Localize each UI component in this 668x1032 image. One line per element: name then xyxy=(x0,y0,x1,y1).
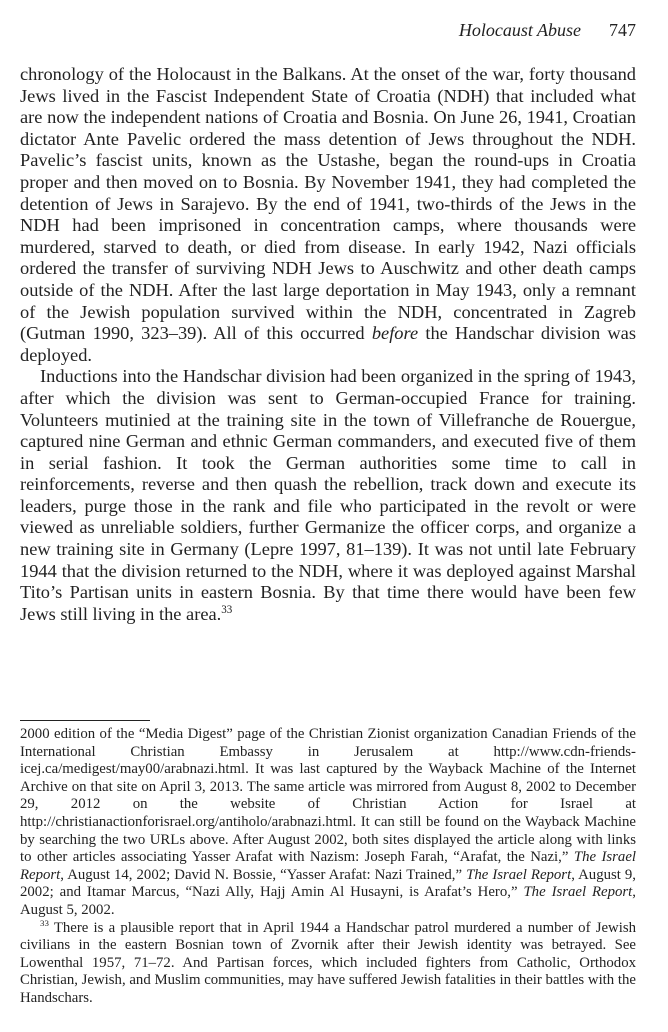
footnote-text: , August 9, 2002; and Itamar Marcus, “Nazi Ally, Hajj Amin Al Husayni, is Arafat’s Hero,” xyxy=(20,866,636,901)
footnotes xyxy=(20,726,636,1008)
footnote-continued xyxy=(20,726,636,920)
footnote-33-text: There is a plausible report that in April 1944 a Handschar patrol murdered a number of Jewish civilians in the eastern Bosnian town of Zvornik after their Jewish identity was betrayed. See Lowenthal 1957, 71–72. And Partisan forces, which included fighters from Catholic, Orthodox Christian, Jewish, and Muslim communities, may have suffered Jewish fatalities in their battles with the Handschars. xyxy=(20,919,636,1006)
italic-emphasis: before xyxy=(371,323,419,344)
footnote-text: , August 14, 2002; David N. Bossie, “Yasser Arafat: Nazi Trained,” xyxy=(60,866,467,883)
paragraph-1-text-end: the Handschar division was deployed. xyxy=(20,323,636,365)
paragraph-1 xyxy=(20,64,636,366)
footnote-33 xyxy=(20,917,636,1008)
footnote-text: , August 5, 2002. xyxy=(20,884,636,918)
paragraph-2-text: Inductions into the Handschar division had been organized in the spring of 1943, after which the division was sent to German-occupied France for training. Volunteers mutinied at the training site in the town of Villefranche de Rouergue, captured nine German and ethnic German commanders, and executed five of them in serial fashion. It took the German authorities some time to call in reinforcements, reverse and then quash the rebellion, track down and execute its leaders, purge those in the rank and file who participated in the revolt or were viewed as unreliable soldiers, further Germanize the officer corps, and organize a new training site in Germany (Lepre 1997, 81–139). It was not until late February 1944 that the division returned to the NDH, where it was deployed against Marshal Tito’s Partisan units in eastern Bosnia. By that time there would have been few Jews still living in the area. xyxy=(20,366,636,624)
paragraph-1-text: chronology of the Holocaust in the Balkans. At the onset of the war, forty thousand Jews lived in the Fascist Independent State of Croatia (NDH) that included what are now the independent nations of Croatia and Bosnia. On June 26, 1941, Croatian dictator Ante Pavelic ordered the mass detention of Jews throughout the NDH. Pavelic’s fascist units, known as the Ustashe, began the round-ups in Croatia proper and then moved on to Bosnia. By November 1941, they had completed the detention of Jews in Sarajevo. By the end of 1941, two-thirds of the Jews in the NDH had been imprisoned in concentration camps, where thousands were murdered, starved to death, or died from disease. In early 1942, Nazi officials ordered the transfer of surviving NDH Jews to Auschwitz and other death camps outside of the NDH. After the last large deportation in May 1943, only a remnant of the Jewish population survived within the NDH, concentrated in Zagreb (Gutman 1990, 323–39). All of this occurred xyxy=(20,64,636,344)
running-header xyxy=(459,20,636,41)
footnote-separator xyxy=(20,720,150,721)
main-text xyxy=(20,64,636,625)
paragraph-2 xyxy=(20,366,636,625)
footnote-number: 33 xyxy=(40,917,49,928)
publication-title: The Israel Report xyxy=(20,849,636,883)
running-title: Holocaust Abuse xyxy=(458,20,581,40)
publication-title: The Israel Report xyxy=(466,866,572,883)
footnote-ref-33[interactable]: 33 xyxy=(221,603,233,616)
page-number: 747 xyxy=(609,20,636,40)
footnote-text: 2000 edition of the “Media Digest” page of the Christian Zionist organization Canadian Friends of the International Christian Embassy in Jerusalem at http://www.cdn-friends-icej.ca/medigest/may00/arabnazi.html. It was last captured by the Wayback Machine of the Internet Archive on that site on April 3, 2013. The same article was mirrored from August 8, 2002 to December 29, 2012 on the website of Christian Action for Israel at http://christianactionforisrael.org/antiholo/arabnazi.html. It can still be found on the Wayback Machine by searching the two URLs above. After August 2002, both sites displayed the article along with links to other articles associating Yasser Arafat with Nazism: Joseph Farah, “Arafat, the Nazi,” xyxy=(20,726,636,866)
publication-title: The Israel Report xyxy=(523,884,633,901)
